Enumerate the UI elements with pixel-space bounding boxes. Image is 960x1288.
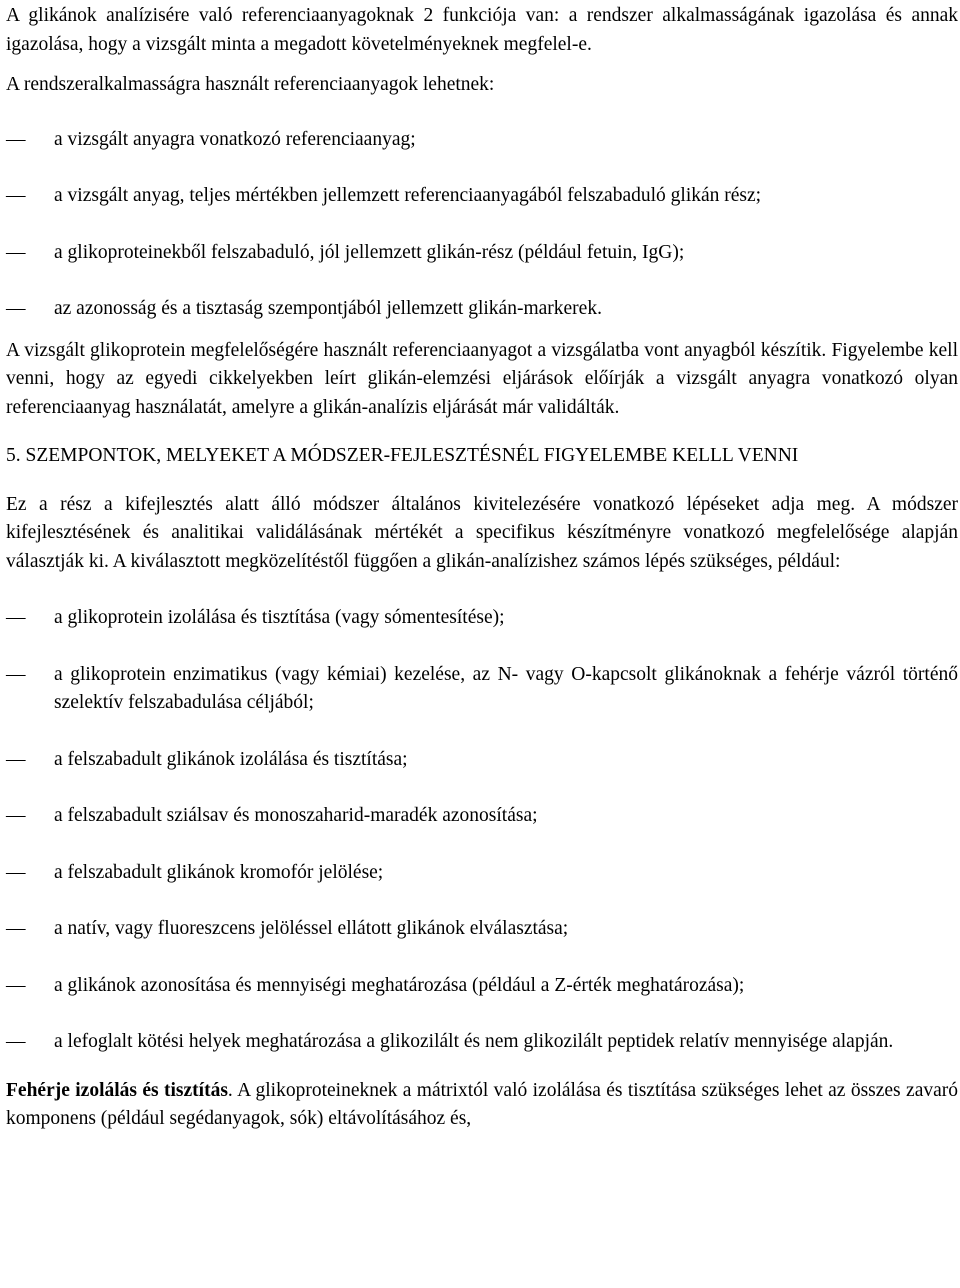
list-item: — a natív, vagy fluoreszcens jelöléssel ellátott glikánok elválasztása; [6, 915, 958, 944]
list-item: — a glikoprotein enzimatikus (vagy kémiai) kezelése, az N- vagy O-kapcsolt glikánoknak a fehérje vázról történő szelektív felszabadulása céljából; [6, 661, 958, 718]
dash-bullet: — [6, 1031, 26, 1052]
dash-bullet: — [6, 974, 26, 996]
protein-isolation-title: Fehérje izolálás és tisztítás [6, 1079, 228, 1101]
list-item: — a glikánok azonosítása és mennyiségi meghatározása (például a Z-érték meghatározása); [6, 972, 958, 1001]
reference-materials-list [6, 126, 958, 324]
dash-bullet: — [6, 805, 26, 826]
list-item: — a glikoprotein izolálása és tisztítása (vagy sómentesítése); [6, 604, 958, 633]
intro-paragraph: A glikánok analízisére való referenciaanyagoknak 2 funkciója van: a rendszer alkalmasságának igazolása és annak igazolása, hogy a vizsgált minta a megadott követelményeknek megfelel-e. [6, 5, 958, 55]
document-page [6, 2, 958, 1134]
list-item: — a felszabadult glikánok kromofór jelölése; [6, 859, 958, 888]
dash-bullet: — [6, 861, 26, 883]
list-item: — a vizsgált anyagra vonatkozó referenciaanyag; [6, 126, 958, 155]
method-development-paragraph: Ez a rész a kifejlesztés alatt álló módszer általános kivitelezésére vonatkozó lépéseket adja meg. A módszer kifejlesztésének és analitikai validálásának mértékét a specifikus készítményre vonatkozó megfelelősége alapján választják ki. A kiválasztott megközelítéstől függően a glikán-analízishez számos lépés szükséges, például: [6, 493, 958, 572]
dash-bullet: — [6, 241, 26, 263]
list-item: — a glikoproteinekből felszabaduló, jól jellemzett glikán-rész (például fetuin, IgG); [6, 239, 958, 268]
protein-isolation-paragraph [6, 1077, 958, 1134]
dash-bullet: — [6, 663, 26, 685]
dash-bullet: — [6, 185, 26, 206]
list-item: — a felszabadult sziálsav és monoszaharid-maradék azonosítása; [6, 802, 958, 831]
analysis-steps-list [6, 604, 958, 1057]
list-item: — az azonosság és a tisztaság szempontjából jellemzett glikán-markerek. [6, 295, 958, 324]
protein-isolation-text: . A glikoproteineknek a mátrixtól való izolálása és tisztítása szükséges lehet az összes zavaró komponens (például segédanyagok, sók) eltávolításához és, [6, 1079, 958, 1129]
conformity-paragraph: A vizsgált glikoprotein megfelelőségére használt referenciaanyagot a vizsgálatba vont anyagból készítik. Figyelembe kell venni, hogy az egyedi cikkelyekben leírt glikán-elemzési eljárások előírják a vizsgált anyagra vonatkozó olyan referenciaanyag használatát, amelyre a glikán-analízis eljárását már validálták. [6, 339, 958, 418]
list-item: — a vizsgált anyag, teljes mértékben jellemzett referenciaanyagából felszabaduló glikán rész; [6, 182, 958, 211]
dash-bullet: — [6, 298, 26, 319]
dash-bullet: — [6, 128, 26, 150]
dash-bullet: — [6, 607, 26, 628]
dash-bullet: — [6, 918, 26, 939]
list-item: — a lefoglalt kötési helyek meghatározása a glikozilált és nem glikozilált peptidek relatív mennyisége alapján. [6, 1028, 958, 1057]
system-suitability-intro: A rendszeralkalmasságra használt referenciaanyagok lehetnek: [6, 74, 495, 95]
dash-bullet: — [6, 748, 26, 770]
list-item: — a felszabadult glikánok izolálása és tisztítása; [6, 746, 958, 775]
section-heading: 5. SZEMPONTOK, MELYEKET A MÓDSZER-FEJLESZTÉSNÉL FIGYELEMBE KELLL VENNI [6, 445, 799, 466]
